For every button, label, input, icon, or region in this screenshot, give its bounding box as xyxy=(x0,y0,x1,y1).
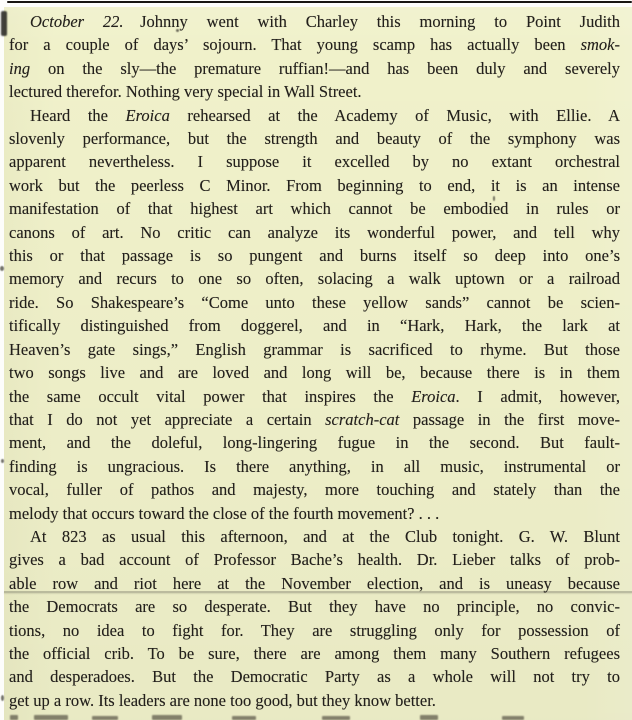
text-segment: ing xyxy=(9,58,31,78)
text-segment: tifically distinguished from doggerel, and in “Hark, Hark, the lark at xyxy=(9,316,620,336)
cutoff-mark xyxy=(420,715,438,720)
text-line xyxy=(9,80,620,103)
text-line xyxy=(9,267,620,290)
text-segment: the same occult vital power that inspires the xyxy=(9,386,412,406)
entry-date: October 22. xyxy=(30,12,124,31)
text-line xyxy=(9,174,620,197)
text-segment: the official crib. To be sure, there are among them many Southern refugees xyxy=(9,643,620,663)
text-line xyxy=(9,314,620,337)
text-line xyxy=(9,221,620,244)
text-segment: memory and recurs to one so often, solacing a walk uptown or a railroad xyxy=(9,269,620,289)
text-segment: Johnny went with Charley this morning to Point Judith xyxy=(123,12,620,31)
cutoff-mark xyxy=(322,716,350,720)
text-line xyxy=(9,57,620,80)
text-segment: vocal, fuller of pathos and majesty, more touching and stately than the xyxy=(9,480,620,500)
text-segment: manifestation of that highest art which cannot be embodied in rules or xyxy=(9,199,620,219)
text-segment: melody that occurs toward the close of the fourth movement? . . . xyxy=(9,503,440,523)
text-line xyxy=(9,33,620,56)
text-segment: get up a row. Its leaders are none too good, but they know better. xyxy=(9,690,436,710)
page-background xyxy=(4,7,632,720)
text-segment: scratch-cat xyxy=(325,409,400,429)
text-segment: two songs live and are loved and long will be, because there is in them xyxy=(9,363,620,383)
text-line xyxy=(9,338,620,361)
text-segment: this or that passage is so pungent and burns itself so deep into one’s xyxy=(9,246,620,266)
text-segment: able row and riot here at the November election, and is uneasy because xyxy=(9,573,620,593)
text-line xyxy=(9,595,620,618)
text-segment: At 823 as usual this afternoon, and at the Club tonight. G. W. Blunt xyxy=(30,526,620,546)
text-segment: tions, no idea to fight for. They are struggling only for possession of xyxy=(9,620,620,640)
text-segment: work but the peerless C Minor. From beginning to end, it is an intense xyxy=(9,175,620,195)
paragraph xyxy=(9,104,620,525)
paragraph xyxy=(9,525,620,712)
text-line xyxy=(9,197,620,220)
text-line xyxy=(9,10,620,33)
text-segment: the Democrats are so desperate. But they have no principle, no convic- xyxy=(9,597,620,617)
cutoff-mark xyxy=(34,715,68,720)
text-line xyxy=(9,502,620,525)
text-segment: and desperadoes. But the Democratic Party as a whole will not try to xyxy=(9,667,620,687)
text-line xyxy=(9,619,620,642)
cutoff-mark xyxy=(232,716,256,720)
text-segment: for a couple of days’ sojourn. That young scamp has actually been xyxy=(9,35,581,55)
text-line xyxy=(9,689,620,712)
text-segment: Eroica xyxy=(125,105,170,125)
text-segment: slovenly performance, but the strength and beauty of the symphony was xyxy=(9,129,620,149)
text-line xyxy=(9,291,620,314)
text-segment: ride. So Shakespeare’s “Come unto these yellow sands” cannot be scien- xyxy=(9,292,620,312)
text-line xyxy=(9,665,620,688)
text-line xyxy=(9,127,620,150)
text-line xyxy=(9,408,620,431)
text-line xyxy=(9,385,620,408)
text-line xyxy=(9,431,620,454)
text-line xyxy=(9,478,620,501)
cutoff-mark xyxy=(152,715,182,720)
text-segment: rehearsed at the Academy of Music, with Ellie. A xyxy=(169,105,620,125)
text-line xyxy=(9,642,620,665)
text-line xyxy=(9,525,620,548)
text-segment: smok- xyxy=(580,35,620,55)
text-segment: ment, and the doleful, long-lingering fugue in the second. But fault- xyxy=(9,433,620,453)
text-segment: Heaven’s gate sings,” English grammar is sacrificed to rhyme. But those xyxy=(9,339,620,359)
text-segment: apparent nevertheless. I suppose it excelled by no extant orchestral xyxy=(9,152,620,172)
text-segment: . I admit, however, xyxy=(455,386,621,406)
page-text xyxy=(4,7,632,712)
text-segment: finding is ungracious. Is there anything, in all music, instrumental or xyxy=(9,456,620,476)
text-line xyxy=(9,150,620,173)
text-line xyxy=(9,244,620,267)
text-segment: Eroica xyxy=(411,386,456,406)
text-segment: canons of art. No critic can analyze its wonderful power, and tell why xyxy=(9,222,620,242)
text-segment: Heard the xyxy=(30,105,126,125)
text-segment: gives a bad account of Professor Bache’s health. Dr. Lieber talks of prob- xyxy=(9,550,620,570)
text-segment: on the sly—the premature ruffian!—and has been duly and severely xyxy=(30,58,620,78)
text-line xyxy=(9,548,620,571)
cutoff-mark xyxy=(92,716,118,720)
text-line xyxy=(9,361,620,384)
cutoff-mark xyxy=(502,716,524,720)
text-segment: that I do not yet appreciate a certain xyxy=(9,409,326,429)
text-segment: lectured therefor. Nothing very special in Wall Street. xyxy=(9,82,362,102)
cutoff-line-marks xyxy=(0,714,632,720)
scan-edge-rule xyxy=(7,1,632,3)
paragraph xyxy=(9,10,620,104)
text-segment: passage in the first move- xyxy=(399,409,620,429)
cutoff-mark xyxy=(10,715,18,720)
text-line xyxy=(9,572,620,595)
text-line xyxy=(9,455,620,478)
text-line xyxy=(9,104,620,127)
